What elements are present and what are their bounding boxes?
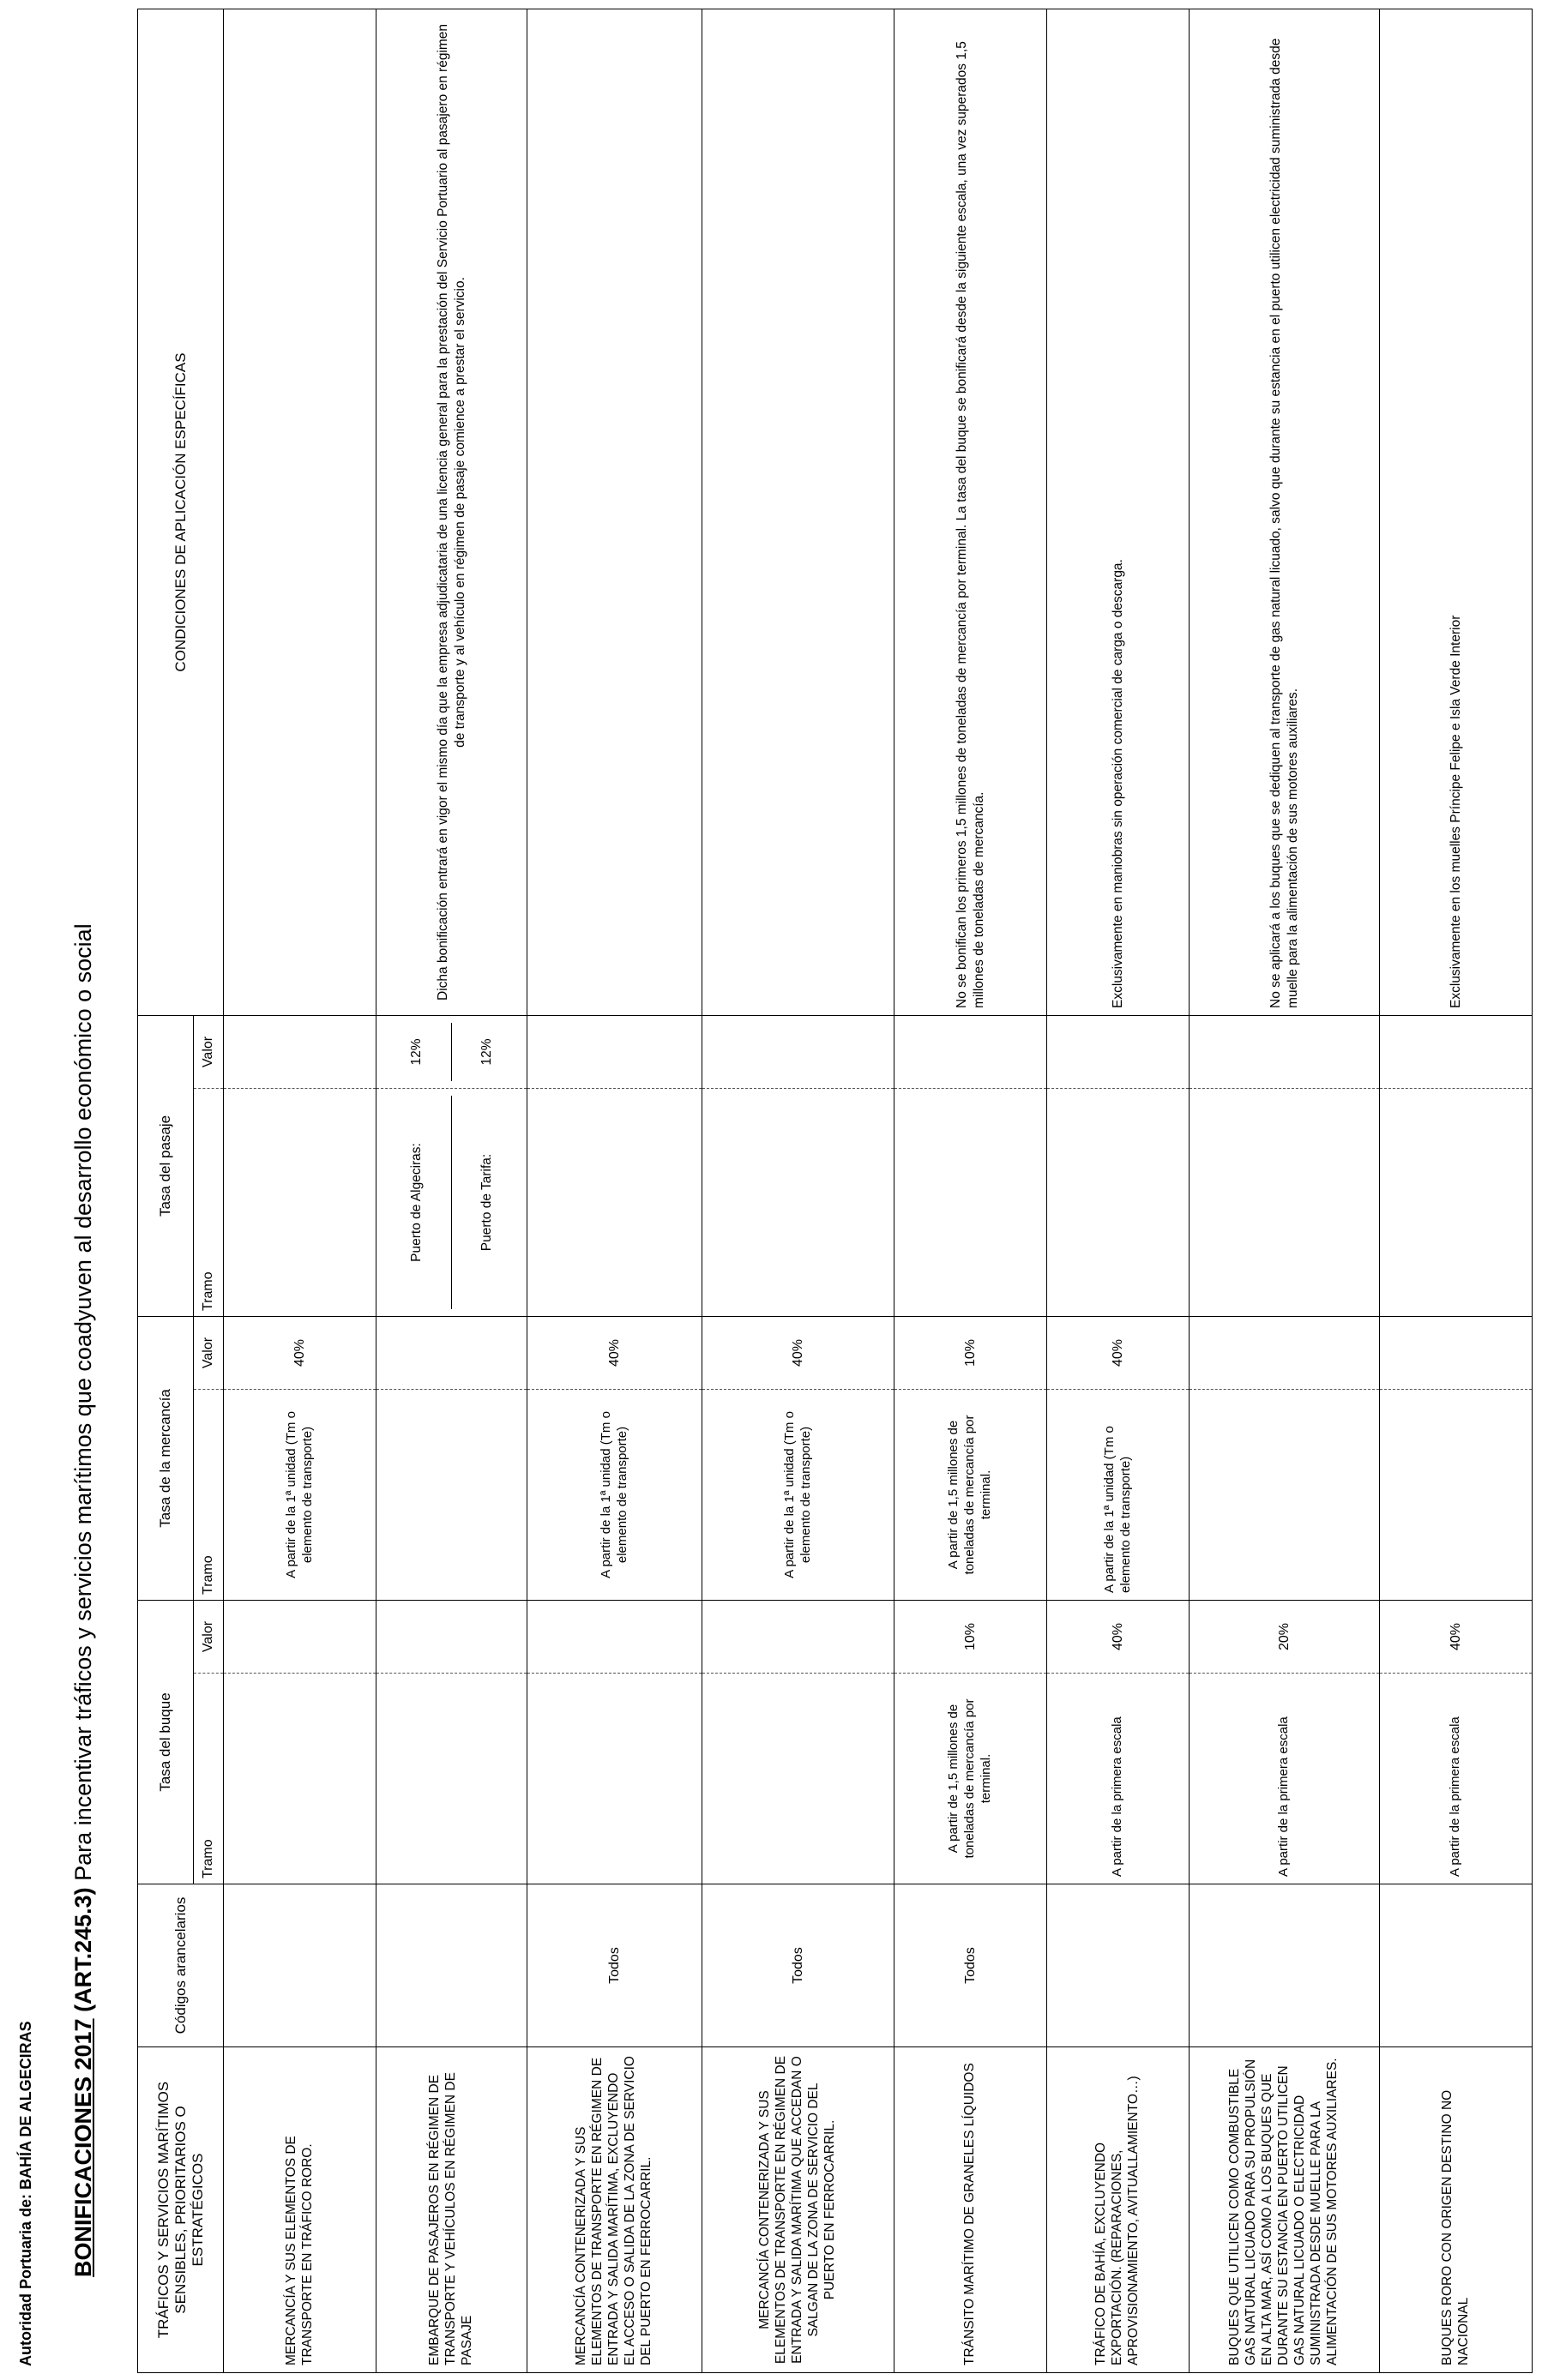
mercancia-tramo-cell xyxy=(1380,1389,1533,1600)
trafico-cell: MERCANCÍA CONTENERIZADA Y SUS ELEMENTOS DE TRANSPORTE EN RÉGIMEN DE ENTRADA Y SALIDA MARÍTIMA QUE ACCEDAN O SALGAN DE LA ZONA DE SERVICIO DEL PUERTO EN FERROCARRIL. xyxy=(702,2047,894,2373)
buque-valor-cell xyxy=(702,1600,894,1673)
pasaje-valor-cell xyxy=(1047,1015,1190,1088)
pasaje-valor-cell xyxy=(376,1015,527,1088)
codigos-cell: Todos xyxy=(527,1884,702,2047)
codigos-cell xyxy=(1190,1884,1380,2047)
mercancia-valor-cell xyxy=(376,1316,527,1389)
condiciones-cell: No se bonifican los primeros 1,5 millones de toneladas de mercancía por terminal. La tasa del buque se bonificará desde la siguiente escala, una vez superados 1,5 millones de toneladas de mercancía. xyxy=(894,9,1047,1015)
pasaje-tramo-cell xyxy=(1047,1088,1190,1316)
codigos-cell xyxy=(1047,1884,1190,2047)
condiciones-cell xyxy=(702,9,894,1015)
pasaje-tramo-cell xyxy=(376,1088,527,1316)
trafico-cell: EMBARQUE DE PASAJEROS EN RÉGIMEN DE TRANSPORTE Y VEHÍCULOS EN RÉGIMEN DE PASAJE xyxy=(376,2047,527,2373)
buque-valor-cell xyxy=(527,1600,702,1673)
pasaje-valor-header: Valor xyxy=(194,1015,224,1088)
mercancia-valor-cell: 40% xyxy=(224,1316,376,1389)
pasaje-tramo-cell xyxy=(1380,1088,1533,1316)
trafico-cell: TRÁFICO DE BAHÍA, EXCLUYENDO EXPORTACIÓN. (REPARACIONES, APROVISIONAMIENTO, AVITUALLAMIENTO…) xyxy=(1047,2047,1190,2373)
mercancia-tramo-cell: A partir de la 1ª unidad (Tm o elemento de transporte) xyxy=(702,1389,894,1600)
table-row xyxy=(1047,9,1190,2372)
table-row xyxy=(224,9,376,2372)
codigos-cell xyxy=(376,1884,527,2047)
buque-valor-cell: 40% xyxy=(1380,1600,1533,1673)
trafico-cell: MERCANCÍA Y SUS ELEMENTOS DE TRANSPORTE EN TRÁFICO RORO. xyxy=(224,2047,376,2373)
mercancia-tramo-cell: A partir de la 1ª unidad (Tm o elemento de transporte) xyxy=(527,1389,702,1600)
buque-valor-cell xyxy=(376,1600,527,1673)
pasaje-valor-cell xyxy=(1380,1015,1533,1088)
mercancia-tramo-header: Tramo xyxy=(194,1389,224,1600)
col-condiciones-header: CONDICIONES DE APLICACIÓN ESPECÍFICAS xyxy=(138,9,224,1015)
pasaje-tramo-cell xyxy=(702,1088,894,1316)
buque-valor-cell xyxy=(224,1600,376,1673)
condiciones-cell: No se aplicará a los buques que se dediquen al transporte de gas natural licuado, salvo que durante su estancia en el puerto utilicen electricidad suministrada desde muelle para la alimentación de sus motores auxiliares. xyxy=(1190,9,1380,1015)
pasaje-valor-cell xyxy=(894,1015,1047,1088)
mercancia-valor-cell: 10% xyxy=(894,1316,1047,1389)
buque-valor-header: Valor xyxy=(194,1600,224,1673)
condiciones-cell xyxy=(527,9,702,1015)
mercancia-tramo-cell: A partir de 1,5 millones de toneladas de mercancía por terminal. xyxy=(894,1389,1047,1600)
mercancia-valor-cell xyxy=(1380,1316,1533,1389)
buque-valor-cell: 40% xyxy=(1047,1600,1190,1673)
codigos-cell xyxy=(224,1884,376,2047)
mercancia-valor-cell: 40% xyxy=(702,1316,894,1389)
col-pasaje-header: Tasa del pasaje xyxy=(138,1015,194,1316)
pasaje-valor-cell xyxy=(702,1015,894,1088)
trafico-cell: BUQUES RORO CON ORIGEN DESTINO NO NACIONAL xyxy=(1380,2047,1533,2373)
buque-tramo-cell: A partir de la primera escala xyxy=(1190,1674,1380,1884)
col-buque-header: Tasa del buque xyxy=(138,1600,194,1884)
buque-tramo-cell: A partir de 1,5 millones de toneladas de mercancía por terminal. xyxy=(894,1674,1047,1884)
trafico-cell: BUQUES QUE UTILICEN COMO COMBUSTIBLE GAS NATURAL LICUADO PARA SU PROPULSIÓN EN ALTA MAR, ASÍ COMO A LOS BUQUES QUE DURANTE SU ESTANCIA EN PUERTO UTILICEN GAS NATURAL LICUADO O ELECTRICIDAD SUMINISTRADA DESDE MUELLE PARA LA ALIMENTACIÓN DE SUS MOTORES AUXILIARES. xyxy=(1190,2047,1380,2373)
table-row xyxy=(376,9,527,2372)
table-row xyxy=(527,9,702,2372)
condiciones-cell: Exclusivamente en maniobras sin operación comercial de carga o descarga. xyxy=(1047,9,1190,1015)
col-traficos-header: TRÁFICOS Y SERVICIOS MARÍTIMOS SENSIBLES, PRIORITARIOS O ESTRATÉGICOS xyxy=(138,2047,224,2373)
pasaje-tramo-cell xyxy=(527,1088,702,1316)
mercancia-valor-cell: 40% xyxy=(1047,1316,1190,1389)
pasaje-tramo-cell xyxy=(894,1088,1047,1316)
header-row xyxy=(138,9,194,2372)
condiciones-cell: Dicha bonificación entrará en vigor el mismo día que la empresa adjudicataria de una licencia general para la prestación del Servicio Portuario al pasajero en régimen de transporte y al vehículo en régimen de pasaje comience a prestar el servicio. xyxy=(376,9,527,1015)
pasaje-valor-cell xyxy=(1190,1015,1380,1088)
mercancia-valor-cell xyxy=(1190,1316,1380,1389)
pasaje-tarifa-label: Puerto de Tarifa: xyxy=(479,1153,494,1252)
pasaje-tarifa-valor: 12% xyxy=(479,1038,494,1066)
table-row xyxy=(702,9,894,2372)
buque-valor-cell: 10% xyxy=(894,1600,1047,1673)
col-codigos-header: Códigos arancelarios xyxy=(138,1884,224,2047)
condiciones-cell xyxy=(224,9,376,1015)
pasaje-algeciras-valor: 12% xyxy=(382,1023,452,1081)
table-row xyxy=(1190,9,1380,2372)
table-row xyxy=(1380,9,1533,2372)
trafico-cell: MERCANCÍA CONTENERIZADA Y SUS ELEMENTOS DE TRANSPORTE EN RÉGIMEN DE ENTRADA Y SALIDA MARÍTIMA, EXCLUYENDO EL ACCESO O SALIDA DE LA ZONA DE SERVICIO DEL PUERTO EN FERROCARRIL. xyxy=(527,2047,702,2373)
mercancia-tramo-cell xyxy=(1190,1389,1380,1600)
buque-tramo-cell: A partir de la primera escala xyxy=(1047,1674,1190,1884)
buque-tramo-header: Tramo xyxy=(194,1674,224,1884)
mercancia-valor-header: Valor xyxy=(194,1316,224,1389)
pasaje-tramo-cell xyxy=(224,1088,376,1316)
mercancia-valor-cell: 40% xyxy=(527,1316,702,1389)
pasaje-valor-cell xyxy=(527,1015,702,1088)
buque-tramo-cell: A partir de la primera escala xyxy=(1380,1674,1533,1884)
authority-label: Autoridad Portuaria de: BAHÍA DE ALGECIRAS xyxy=(17,2021,34,2366)
title-description: Para incentivar tráficos y servicios marítimos que coadyuven al desarrollo económico o social xyxy=(70,923,96,1881)
table-row xyxy=(894,9,1047,2372)
pasaje-valor-cell xyxy=(224,1015,376,1088)
buque-tramo-cell xyxy=(527,1674,702,1884)
codigos-cell: Todos xyxy=(702,1884,894,2047)
mercancia-tramo-cell: A partir de la 1ª unidad (Tm o elemento de transporte) xyxy=(1047,1389,1190,1600)
bonificaciones-table xyxy=(137,9,1533,2373)
title-main: BONIFICACIONES 2017 xyxy=(70,2018,96,2277)
codigos-cell xyxy=(1380,1884,1533,2047)
buque-tramo-cell xyxy=(376,1674,527,1884)
codigos-cell: Todos xyxy=(894,1884,1047,2047)
trafico-cell: TRÁNSITO MARÍTIMO DE GRANELES LÍQUIDOS xyxy=(894,2047,1047,2373)
col-mercancia-header: Tasa de la mercancía xyxy=(138,1316,194,1600)
condiciones-cell: Exclusivamente en los muelles Príncipe Felipe e Isla Verde Interior xyxy=(1380,9,1533,1015)
buque-tramo-cell xyxy=(224,1674,376,1884)
pasaje-tramo-header: Tramo xyxy=(194,1088,224,1316)
pasaje-tramo-cell xyxy=(1190,1088,1380,1316)
buque-tramo-cell xyxy=(702,1674,894,1884)
mercancia-tramo-cell: A partir de la 1ª unidad (Tm o elemento de transporte) xyxy=(224,1389,376,1600)
pasaje-algeciras-label: Puerto de Algeciras: xyxy=(382,1096,452,1309)
title-article: (ART.245.3) xyxy=(70,1887,96,2012)
mercancia-tramo-cell xyxy=(376,1389,527,1600)
buque-valor-cell: 20% xyxy=(1190,1600,1380,1673)
document-title xyxy=(70,923,97,2277)
